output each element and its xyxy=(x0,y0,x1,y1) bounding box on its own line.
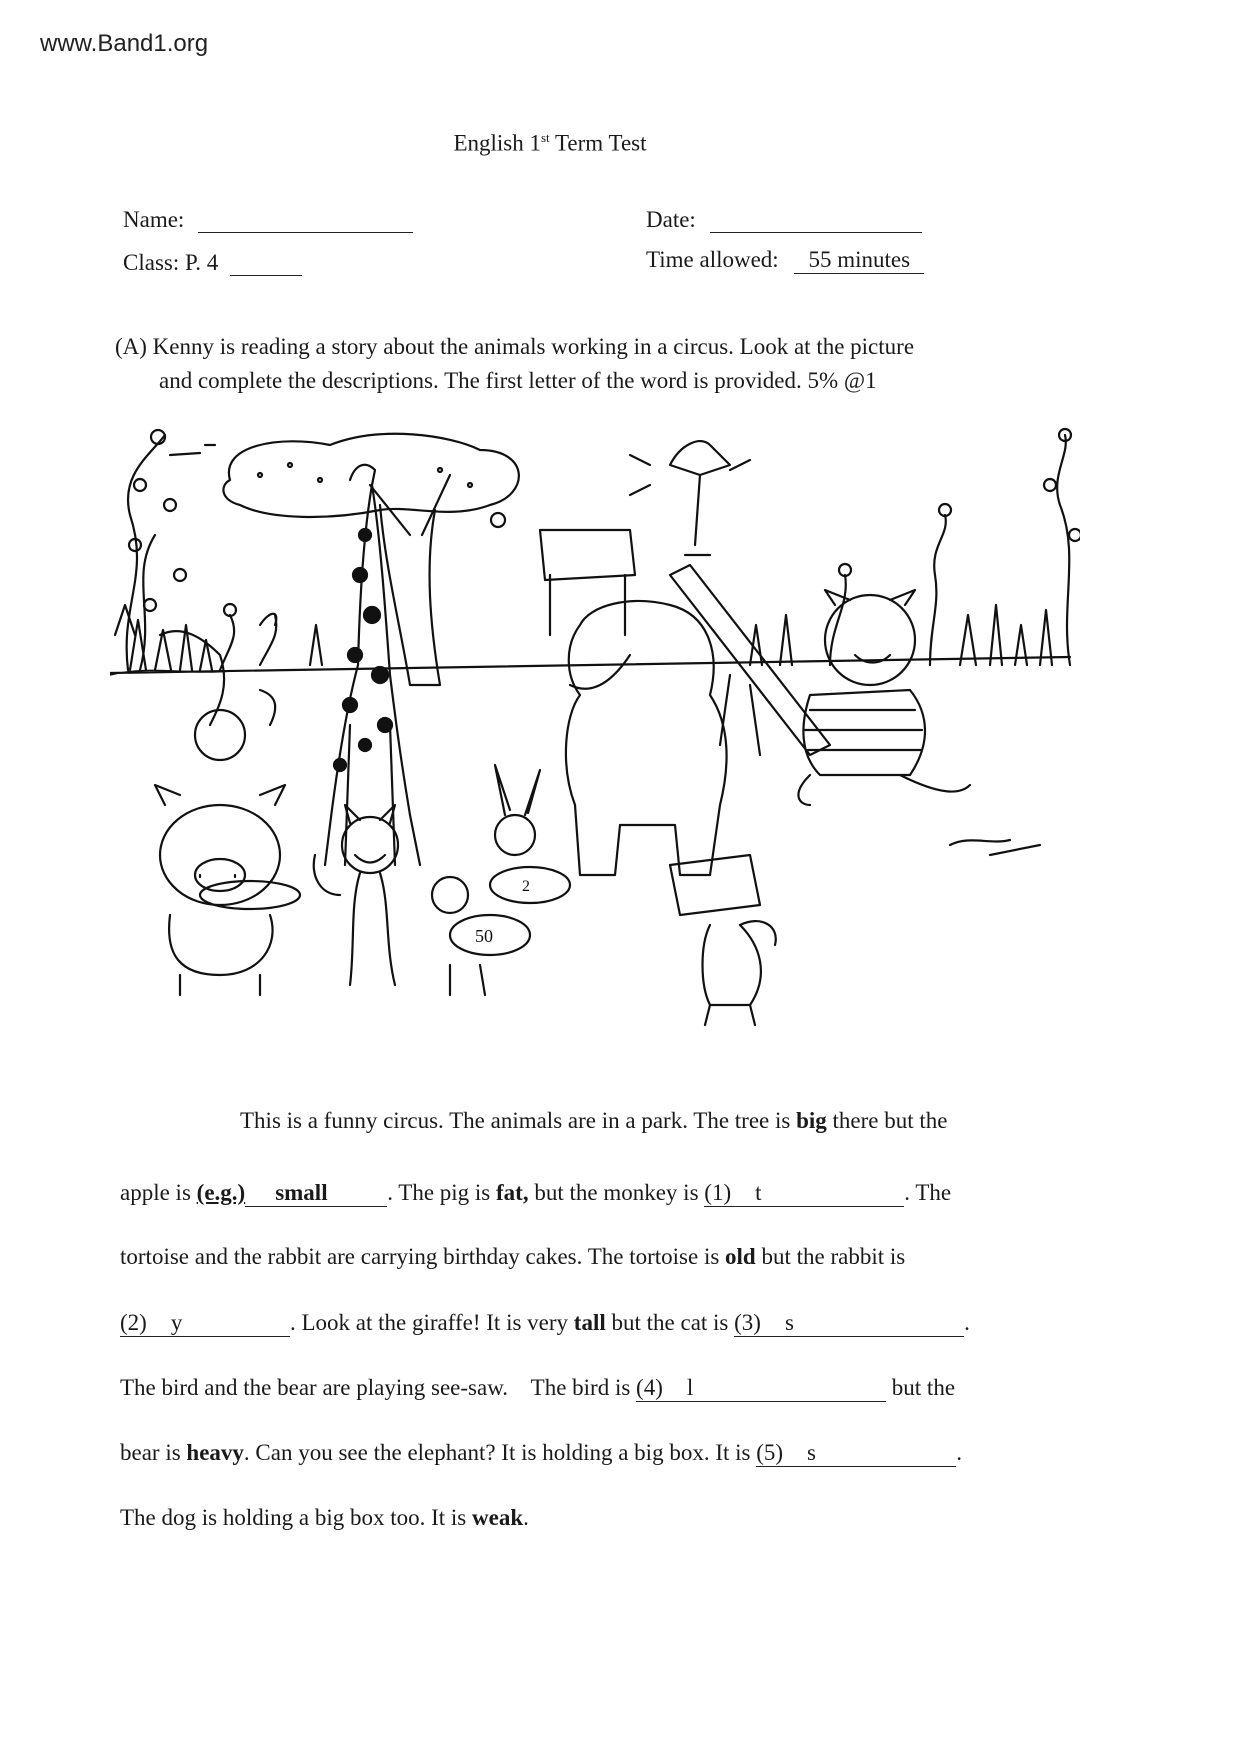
time-value: 55 minutes xyxy=(794,247,924,274)
ground-line xyxy=(110,657,1070,673)
answer-blank-1[interactable]: (1) t xyxy=(704,1180,904,1207)
cat xyxy=(314,805,398,985)
instructions xyxy=(115,330,1045,398)
story-line-7: The dog is holding a big box too. It is weak. xyxy=(120,1505,529,1530)
date-line[interactable] xyxy=(710,212,922,233)
monkey xyxy=(160,614,276,760)
name-field xyxy=(123,207,413,233)
time-field xyxy=(646,247,924,274)
story-line-2: apple is (e.g.) small . The pig is fat, but the monkey is (1) t . The xyxy=(120,1180,952,1205)
rabbit xyxy=(490,765,570,903)
story-line-6: bear is heavy. Can you see the elephant? It is holding a big box. It is (5) s . xyxy=(120,1440,962,1465)
title-rest: Term Test xyxy=(549,130,647,156)
title-main: English 1 xyxy=(453,130,541,156)
story-line-5: The bird and the bear are playing see-saw. The bird is (4) l but the xyxy=(120,1375,956,1400)
answer-blank-2[interactable]: (2) y xyxy=(120,1310,290,1337)
instruction-line-1: (A) Kenny is reading a story about the animals working in a circus. Look at the picture xyxy=(115,334,915,359)
box-top xyxy=(540,530,635,580)
instruction-line-2: and complete the descriptions. The first letter of the word is provided. 5% @1 xyxy=(159,368,877,393)
time-label: Time allowed: xyxy=(646,247,779,272)
answer-blank-5[interactable]: (5) s xyxy=(756,1440,956,1467)
dog xyxy=(670,855,776,1025)
date-label: Date: xyxy=(646,207,696,232)
bear xyxy=(798,590,970,805)
answer-blank-3[interactable]: (3) s xyxy=(734,1310,964,1337)
page-title xyxy=(0,130,1100,157)
title-superscript: st xyxy=(540,130,550,145)
cake-label-2: 2 xyxy=(522,878,530,895)
name-line[interactable] xyxy=(198,212,413,233)
site-url: www.Band1.org xyxy=(40,30,209,57)
story-line-4: (2) y . Look at the giraffe! It is very tall but the cat is (3) s . xyxy=(120,1310,970,1335)
class-label: Class: P. 4 xyxy=(123,250,219,275)
pig xyxy=(155,785,300,995)
circus-picture xyxy=(110,425,1080,1045)
class-field xyxy=(123,250,302,276)
name-label: Name: xyxy=(123,207,185,232)
tree xyxy=(223,434,518,685)
answer-blank-4[interactable]: (4) l xyxy=(636,1375,886,1402)
bird xyxy=(630,441,750,555)
elephant xyxy=(540,530,727,875)
apple xyxy=(491,513,505,527)
example-answer: small xyxy=(245,1180,387,1207)
class-line[interactable] xyxy=(230,255,302,276)
story-line-1: This is a funny circus. The animals are in a park. The tree is big there but the xyxy=(240,1108,948,1133)
story-line-3: tortoise and the rabbit are carrying birthday cakes. The tortoise is old but the rabbit is xyxy=(120,1244,906,1269)
example-label: (e.g.) xyxy=(196,1180,246,1205)
date-field xyxy=(646,207,922,233)
cake-label-50: 50 xyxy=(475,926,493,946)
tortoise xyxy=(432,877,530,995)
